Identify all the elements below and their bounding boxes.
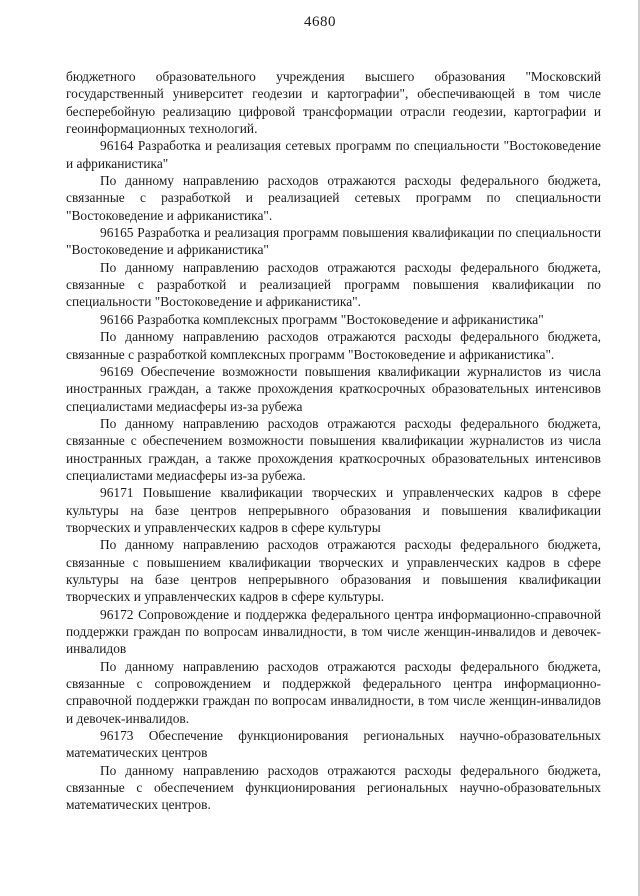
description-96169: По данному направлению расходов отражаются расходы федерального бюджета, связанные с обеспечением возможности повышения квалификации журналистов из числа иностранных граждан, а также прохождения краткосрочных образовательных интенсивов специалистами медиасферы из-за рубежа.: [66, 415, 601, 483]
heading-96173: 96173 Обеспечение функционирования региональных научно-образовательных математических центров: [66, 728, 601, 761]
heading-96169: 96169 Обеспечение возможности повышения квалификации журналистов из числа иностранных граждан, а также прохождения краткосрочных образовательных интенсивов специалистами медиасферы из-за рубежа: [66, 363, 601, 414]
description-96171: По данному направлению расходов отражаются расходы федерального бюджета, связанные с повышением квалификации творческих и управленческих кадров в сфере культуры на базе центров непрерывного образования и повышения квалификации творческих и управленческих кадров в сфере культуры.: [66, 537, 601, 605]
heading-96165: 96165 Разработка и реализация программ повышения квалификации по специальности "Востоковедение и африканистика": [66, 225, 601, 258]
page-body: [66, 68, 601, 814]
description-96165: По данному направлению расходов отражаются расходы федерального бюджета, связанные с разработкой и реализацией программ повышения квалификации по специальности "Востоковедение и африканистика".: [66, 259, 601, 310]
heading-96171: 96171 Повышение квалификации творческих и управленческих кадров в сфере культуры на базе центров непрерывного образования и повышения квалификации творческих и управленческих кадров в сфере культуры: [66, 485, 601, 535]
description-96172: По данному направлению расходов отражаются расходы федерального бюджета, связанные с сопровождением и поддержкой федерального центра информационно-справочной поддержки граждан по вопросам инвалидности, в том числе женщин-инвалидов и девочек-инвалидов.: [66, 658, 601, 726]
heading-96164: 96164 Разработка и реализация сетевых программ по специальности "Востоковедение и африканистика": [66, 138, 601, 171]
paragraph-continuation: бюджетного образовательного учреждения высшего образования "Московский государственный университет геодезии и картографии", обеспечивающей в том числе бесперебойную реализацию цифровой трансформации отрасли геодезии, картографии и геоинформационных технологий.: [66, 69, 601, 137]
description-96173: По данному направлению расходов отражаются расходы федерального бюджета, связанные с обеспечением функционирования региональных научно-образовательных математических центров.: [66, 762, 601, 813]
page-number: 4680: [304, 14, 336, 30]
heading-96166: 96166 Разработка комплексных программ "Востоковедение и африканистика": [100, 311, 544, 327]
description-96166: По данному направлению расходов отражаются расходы федерального бюджета, связанные с разработкой комплексных программ "Востоковедение и африканистика".: [66, 329, 601, 362]
description-96164: По данному направлению расходов отражаются расходы федерального бюджета, связанные с разработкой и реализацией сетевых программ по специальности "Востоковедение и африканистика".: [66, 173, 601, 223]
heading-96172: 96172 Сопровождение и поддержка федерального центра информационно-справочной поддержки граждан по вопросам инвалидности, в том числе женщин-инвалидов и девочек-инвалидов: [66, 606, 601, 657]
